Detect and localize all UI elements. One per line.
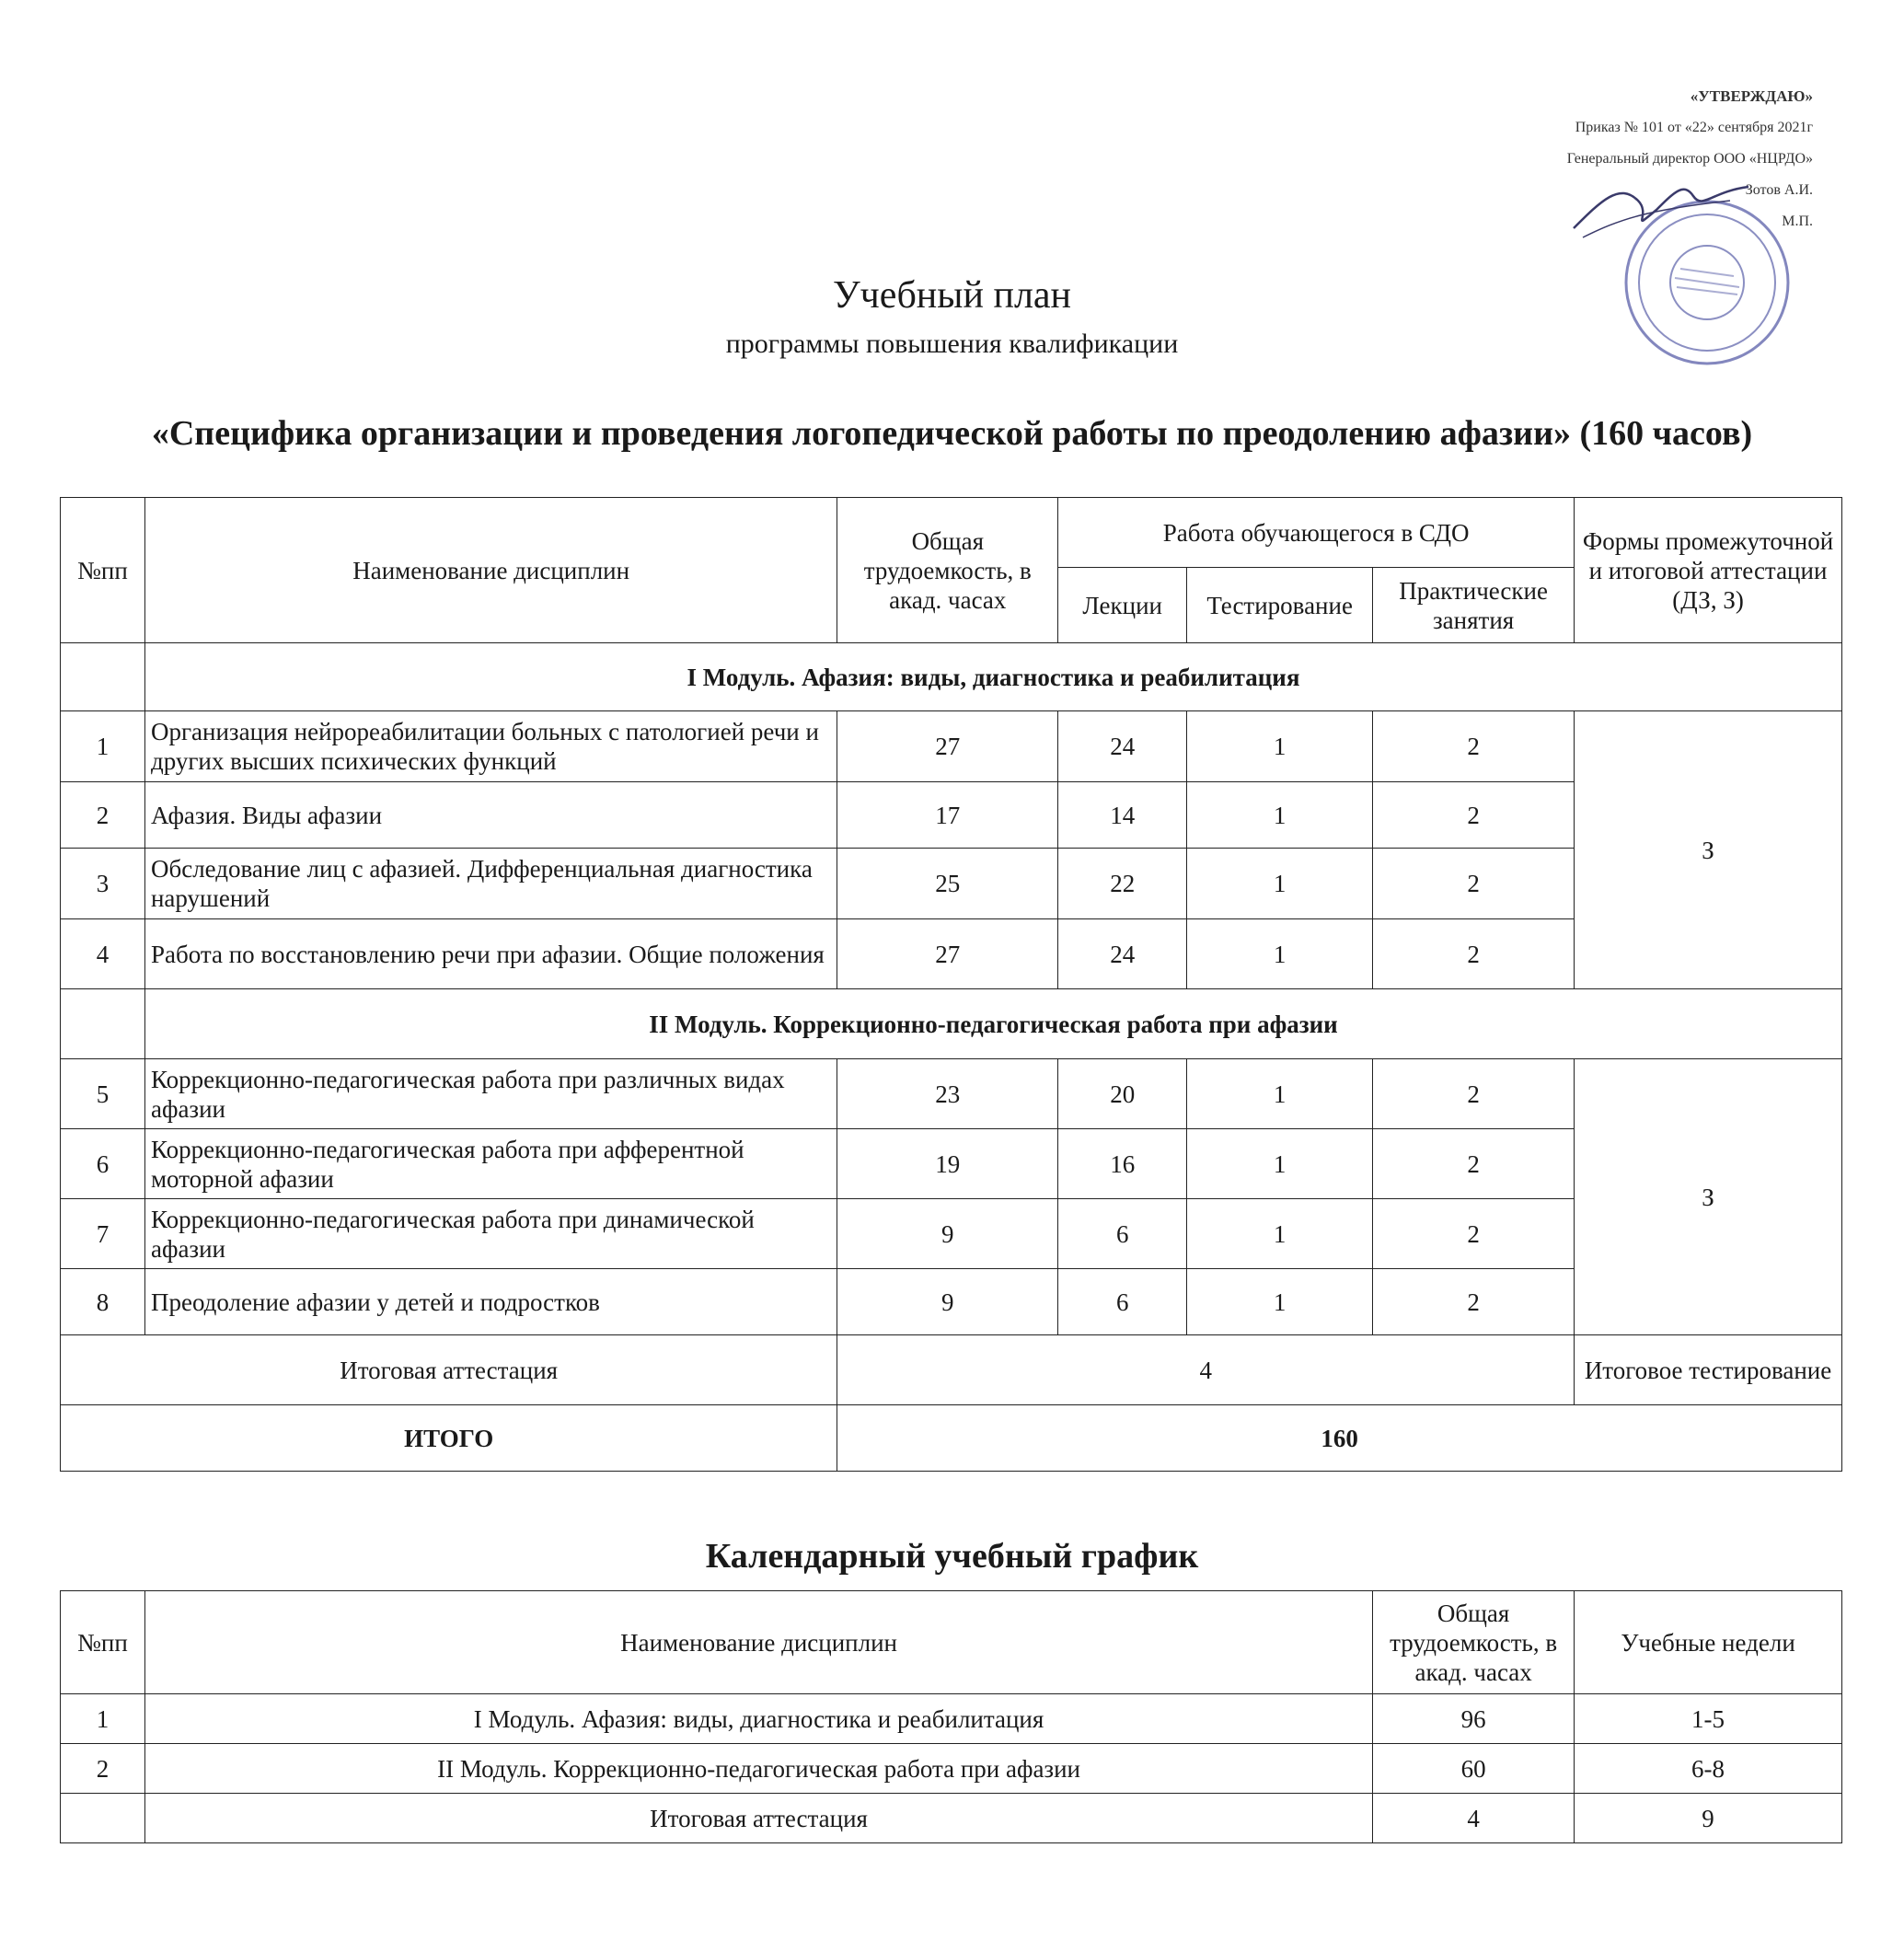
empty-cell	[61, 643, 145, 711]
table-header-row	[61, 498, 1842, 568]
cell-total: 19	[837, 1129, 1058, 1199]
cell-practice: 2	[1373, 1129, 1575, 1199]
cell-testing: 1	[1187, 711, 1373, 782]
cell-testing: 1	[1187, 919, 1373, 989]
final-hours: 4	[837, 1335, 1575, 1405]
table-row	[61, 1059, 1842, 1129]
cell-testing: 1	[1187, 1269, 1373, 1335]
cal-cell-weeks: 6-8	[1575, 1744, 1842, 1794]
approval-director: Генеральный директор ООО «НЦРДО»	[1566, 151, 1813, 167]
cal-cell-num: 1	[61, 1694, 145, 1744]
cell-lectures: 24	[1058, 711, 1187, 782]
cell-lectures: 24	[1058, 919, 1187, 989]
cell-name: Коррекционно-педагогическая работа при афферентной моторной афазии	[144, 1129, 837, 1199]
final-label: Итоговая аттестация	[61, 1335, 837, 1405]
cell-lectures: 16	[1058, 1129, 1187, 1199]
header-work: Работа обучающегося в СДО	[1058, 498, 1575, 568]
cell-total: 9	[837, 1269, 1058, 1335]
cell-practice: 2	[1373, 782, 1575, 849]
cell-num: 5	[61, 1059, 145, 1129]
header-name: Наименование дисциплин	[144, 498, 837, 643]
table-row	[61, 1744, 1842, 1794]
cell-practice: 2	[1373, 849, 1575, 919]
cal-header-num: №пп	[61, 1591, 145, 1694]
cell-total: 17	[837, 782, 1058, 849]
cal-cell-weeks: 9	[1575, 1794, 1842, 1843]
cal-cell-name: II Модуль. Коррекционно-педагогическая работа при афазии	[144, 1744, 1372, 1794]
cell-num: 6	[61, 1129, 145, 1199]
total-hours: 160	[837, 1405, 1842, 1472]
module2-title: II Модуль. Коррекционно-педагогическая работа при афазии	[144, 989, 1841, 1059]
cell-practice: 2	[1373, 1199, 1575, 1269]
cell-testing: 1	[1187, 1129, 1373, 1199]
module2-form: З	[1575, 1059, 1842, 1335]
cell-lectures: 22	[1058, 849, 1187, 919]
cell-num: 2	[61, 782, 145, 849]
page-subtitle: программы повышения квалификации	[725, 329, 1179, 359]
calendar-header-row	[61, 1591, 1842, 1694]
cell-name: Коррекционно-педагогическая работа при динамической афазии	[144, 1199, 837, 1269]
cell-testing: 1	[1187, 849, 1373, 919]
cell-total: 25	[837, 849, 1058, 919]
header-num: №пп	[61, 498, 145, 643]
total-row	[61, 1405, 1842, 1472]
cell-name: Обследование лиц с афазией. Дифференциальная диагностика нарушений	[144, 849, 837, 919]
cell-lectures: 20	[1058, 1059, 1187, 1129]
approval-mp: М.П.	[1782, 214, 1813, 229]
approval-order: Приказ № 101 от «22» сентября 2021г	[1575, 120, 1813, 135]
module1-form: З	[1575, 711, 1842, 989]
cell-lectures: 14	[1058, 782, 1187, 849]
cal-cell-num: 2	[61, 1744, 145, 1794]
cell-total: 27	[837, 711, 1058, 782]
table-row	[61, 711, 1842, 782]
cal-cell-total: 96	[1373, 1694, 1575, 1744]
cal-cell-total: 4	[1373, 1794, 1575, 1843]
calendar-table	[60, 1590, 1842, 1843]
module-row	[61, 643, 1842, 711]
cell-practice: 2	[1373, 919, 1575, 989]
cell-num: 4	[61, 919, 145, 989]
curriculum-table	[60, 497, 1842, 1472]
cal-header-name: Наименование дисциплин	[144, 1591, 1372, 1694]
cell-lectures: 6	[1058, 1269, 1187, 1335]
program-name: «Специфика организации и проведения логопедической работы по преодолению афазии» (160 часов)	[151, 414, 1753, 453]
cell-name: Коррекционно-педагогическая работа при различных видах афазии	[144, 1059, 837, 1129]
cal-cell-total: 60	[1373, 1744, 1575, 1794]
signature-icon	[1564, 164, 1767, 247]
module-row	[61, 989, 1842, 1059]
cell-num: 7	[61, 1199, 145, 1269]
cell-lectures: 6	[1058, 1199, 1187, 1269]
header-total: Общая трудоемкость, в акад. часах	[837, 498, 1058, 643]
cal-header-weeks: Учебные недели	[1575, 1591, 1842, 1694]
cal-header-total: Общая трудоемкость, в акад. часах	[1373, 1591, 1575, 1694]
page-title: Учебный план	[832, 274, 1072, 317]
cell-num: 3	[61, 849, 145, 919]
cell-num: 1	[61, 711, 145, 782]
cell-total: 9	[837, 1199, 1058, 1269]
cal-cell-num	[61, 1794, 145, 1843]
empty-cell	[61, 989, 145, 1059]
calendar-title: Календарный учебный график	[705, 1537, 1199, 1576]
cell-name: Работа по восстановлению речи при афазии. Общие положения	[144, 919, 837, 989]
cell-name: Афазия. Виды афазии	[144, 782, 837, 849]
cell-testing: 1	[1187, 782, 1373, 849]
cell-total: 23	[837, 1059, 1058, 1129]
cell-practice: 2	[1373, 1269, 1575, 1335]
cell-name: Преодоление афазии у детей и подростков	[144, 1269, 837, 1335]
approval-name: Зотов А.И.	[1745, 182, 1813, 198]
cell-practice: 2	[1373, 711, 1575, 782]
header-forms: Формы промежуточной и итоговой аттестации (ДЗ, З)	[1575, 498, 1842, 643]
approval-heading: «УТВЕРЖДАЮ»	[1690, 87, 1813, 105]
cell-testing: 1	[1187, 1059, 1373, 1129]
final-row	[61, 1335, 1842, 1405]
cell-name: Организация нейрореабилитации больных с патологией речи и других высших психических функций	[144, 711, 837, 782]
cell-practice: 2	[1373, 1059, 1575, 1129]
cal-cell-name: Итоговая аттестация	[144, 1794, 1372, 1843]
header-lectures: Лекции	[1058, 568, 1187, 643]
cell-num: 8	[61, 1269, 145, 1335]
table-row	[61, 1794, 1842, 1843]
cell-testing: 1	[1187, 1199, 1373, 1269]
final-form: Итоговое тестирование	[1575, 1335, 1842, 1405]
cal-cell-name: I Модуль. Афазия: виды, диагностика и реабилитация	[144, 1694, 1372, 1744]
module1-title: I Модуль. Афазия: виды, диагностика и реабилитация	[144, 643, 1841, 711]
table-row	[61, 1694, 1842, 1744]
header-testing: Тестирование	[1187, 568, 1373, 643]
total-label: ИТОГО	[61, 1405, 837, 1472]
header-practice: Практические занятия	[1373, 568, 1575, 643]
cell-total: 27	[837, 919, 1058, 989]
cal-cell-weeks: 1-5	[1575, 1694, 1842, 1744]
